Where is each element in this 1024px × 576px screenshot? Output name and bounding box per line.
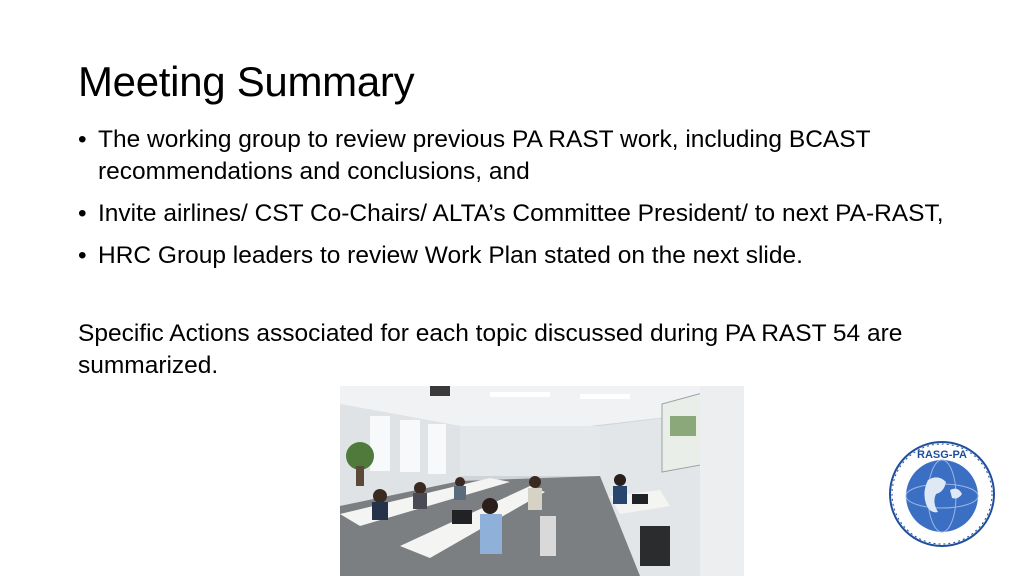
rasg-pa-logo (888, 440, 996, 548)
bullet-marker: • (78, 200, 87, 227)
globe-seal-icon (888, 440, 996, 548)
bullet-marker: • (78, 242, 87, 269)
bullet-item (78, 198, 958, 230)
bullet-marker: • (78, 126, 87, 153)
slide-title: Meeting Summary (78, 58, 415, 105)
bullet-text: The working group to review previous PA RAST work, including BCAST recommendations and conclusions, and (98, 126, 871, 185)
meeting-room-illustration (340, 386, 744, 576)
bullet-text: Invite airlines/ CST Co-Chairs/ ALTA’s Committee President/ to next PA-RAST, (98, 200, 944, 227)
bullet-list (78, 124, 958, 282)
bullet-item (78, 240, 958, 272)
bullet-item (78, 124, 958, 188)
bullet-text: HRC Group leaders to review Work Plan stated on the next slide. (98, 242, 803, 269)
meeting-room-photo (340, 386, 744, 576)
summary-paragraph: Specific Actions associated for each topic discussed during PA RAST 54 are summarized. (78, 320, 903, 379)
logo-label: RASG-PA (917, 449, 967, 461)
